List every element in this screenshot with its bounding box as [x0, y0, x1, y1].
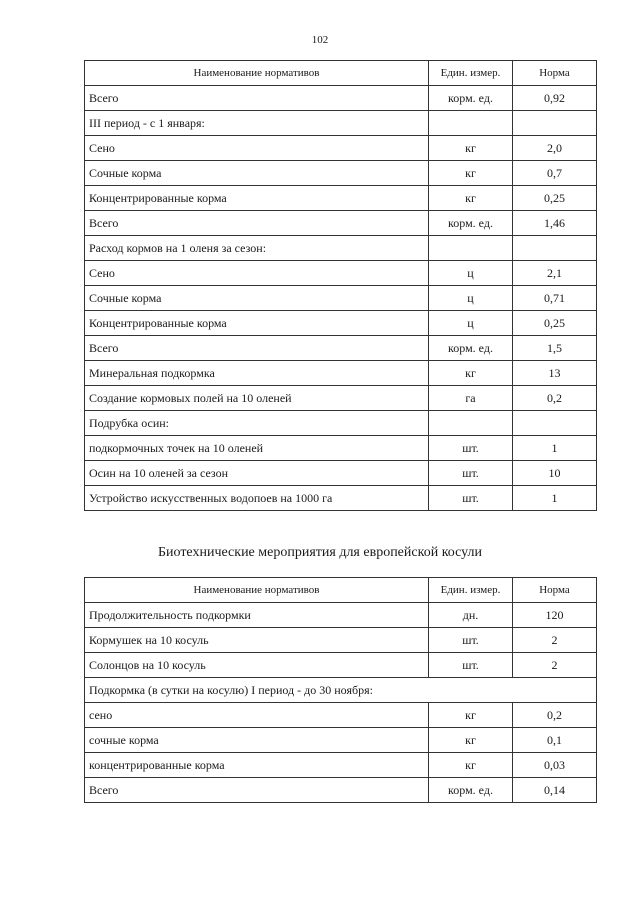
row-unit: корм. ед. — [429, 778, 513, 803]
table-header-row — [85, 61, 597, 86]
header-norm: Норма — [513, 61, 597, 86]
row-unit: шт. — [429, 486, 513, 511]
row-unit: корм. ед. — [429, 86, 513, 111]
header-unit: Един. измер. — [429, 61, 513, 86]
row-name: Солонцов на 10 косуль — [85, 653, 429, 678]
row-norm: 1,5 — [513, 336, 597, 361]
header-unit: Един. измер. — [429, 578, 513, 603]
row-norm: 2,1 — [513, 261, 597, 286]
header-norm: Норма — [513, 578, 597, 603]
row-name: Подкормка (в сутки на косулю) I период - до 30 ноября: — [85, 678, 597, 703]
row-unit: корм. ед. — [429, 211, 513, 236]
row-name: сочные корма — [85, 728, 429, 753]
row-name: Подрубка осин: — [85, 411, 429, 436]
table-row — [85, 186, 597, 211]
row-norm — [513, 111, 597, 136]
table-row — [85, 211, 597, 236]
row-unit: ц — [429, 261, 513, 286]
table-row — [85, 603, 597, 628]
row-name: Расход кормов на 1 оленя за сезон: — [85, 236, 429, 261]
table-row — [85, 236, 597, 261]
table-row — [85, 678, 597, 703]
feed-norms-table-roe-deer — [84, 577, 597, 803]
row-unit: кг — [429, 186, 513, 211]
row-norm: 10 — [513, 461, 597, 486]
row-norm — [513, 411, 597, 436]
row-norm: 0,14 — [513, 778, 597, 803]
row-unit: корм. ед. — [429, 336, 513, 361]
row-norm: 13 — [513, 361, 597, 386]
row-name: концентрированные корма — [85, 753, 429, 778]
row-norm: 0,2 — [513, 386, 597, 411]
header-name: Наименование нормативов — [85, 61, 429, 86]
row-name: Сено — [85, 261, 429, 286]
row-norm: 2,0 — [513, 136, 597, 161]
row-norm: 120 — [513, 603, 597, 628]
row-unit: кг — [429, 136, 513, 161]
table-row — [85, 136, 597, 161]
row-name: Концентрированные корма — [85, 186, 429, 211]
row-unit: кг — [429, 703, 513, 728]
feed-norms-table-deer — [84, 60, 597, 511]
table-row — [85, 161, 597, 186]
table-row — [85, 86, 597, 111]
table-row — [85, 336, 597, 361]
row-name: Осин на 10 оленей за сезон — [85, 461, 429, 486]
row-name: III период - с 1 января: — [85, 111, 429, 136]
row-name: Сочные корма — [85, 161, 429, 186]
table-row — [85, 486, 597, 511]
row-unit: ц — [429, 311, 513, 336]
header-name: Наименование нормативов — [85, 578, 429, 603]
row-norm: 2 — [513, 653, 597, 678]
table-row — [85, 461, 597, 486]
row-unit: кг — [429, 753, 513, 778]
row-norm: 0,1 — [513, 728, 597, 753]
table-row — [85, 778, 597, 803]
row-unit: кг — [429, 361, 513, 386]
section-title: Биотехнические мероприятия для европейской косули — [157, 545, 483, 560]
row-norm: 0,03 — [513, 753, 597, 778]
row-name: Сено — [85, 136, 429, 161]
row-unit: шт. — [429, 628, 513, 653]
row-norm — [513, 236, 597, 261]
row-unit: шт. — [429, 461, 513, 486]
row-norm: 2 — [513, 628, 597, 653]
table-row — [85, 628, 597, 653]
row-norm: 1,46 — [513, 211, 597, 236]
table-row — [85, 753, 597, 778]
row-norm: 0,25 — [513, 186, 597, 211]
row-name: Устройство искусственных водопоев на 1000 га — [85, 486, 429, 511]
table-row — [85, 653, 597, 678]
row-name: Всего — [85, 86, 429, 111]
table-row — [85, 411, 597, 436]
row-unit: шт. — [429, 653, 513, 678]
row-name: подкормочных точек на 10 оленей — [85, 436, 429, 461]
row-name: Всего — [85, 211, 429, 236]
row-norm: 1 — [513, 436, 597, 461]
row-unit — [429, 236, 513, 261]
row-unit: ц — [429, 286, 513, 311]
table-row — [85, 728, 597, 753]
table-row — [85, 436, 597, 461]
row-unit: кг — [429, 728, 513, 753]
row-unit: га — [429, 386, 513, 411]
table-row — [85, 261, 597, 286]
row-norm: 0,25 — [513, 311, 597, 336]
row-unit: кг — [429, 161, 513, 186]
row-name: Сочные корма — [85, 286, 429, 311]
row-name: Всего — [85, 336, 429, 361]
table-row — [85, 111, 597, 136]
row-norm: 0,7 — [513, 161, 597, 186]
row-name: Кормушек на 10 косуль — [85, 628, 429, 653]
row-name: Всего — [85, 778, 429, 803]
row-name: Продолжительность подкормки — [85, 603, 429, 628]
row-norm: 0,2 — [513, 703, 597, 728]
row-name: Концентрированные корма — [85, 311, 429, 336]
table-row — [85, 703, 597, 728]
table-row — [85, 386, 597, 411]
row-norm: 0,92 — [513, 86, 597, 111]
row-unit: шт. — [429, 436, 513, 461]
row-unit — [429, 111, 513, 136]
table-row — [85, 361, 597, 386]
table-row — [85, 311, 597, 336]
table-row — [85, 286, 597, 311]
row-norm: 0,71 — [513, 286, 597, 311]
table-header-row — [85, 578, 597, 603]
page-number: 102 — [311, 34, 329, 46]
row-norm: 1 — [513, 486, 597, 511]
row-name: Минеральная подкормка — [85, 361, 429, 386]
row-name: сено — [85, 703, 429, 728]
row-unit — [429, 411, 513, 436]
row-unit: дн. — [429, 603, 513, 628]
row-name: Создание кормовых полей на 10 оленей — [85, 386, 429, 411]
